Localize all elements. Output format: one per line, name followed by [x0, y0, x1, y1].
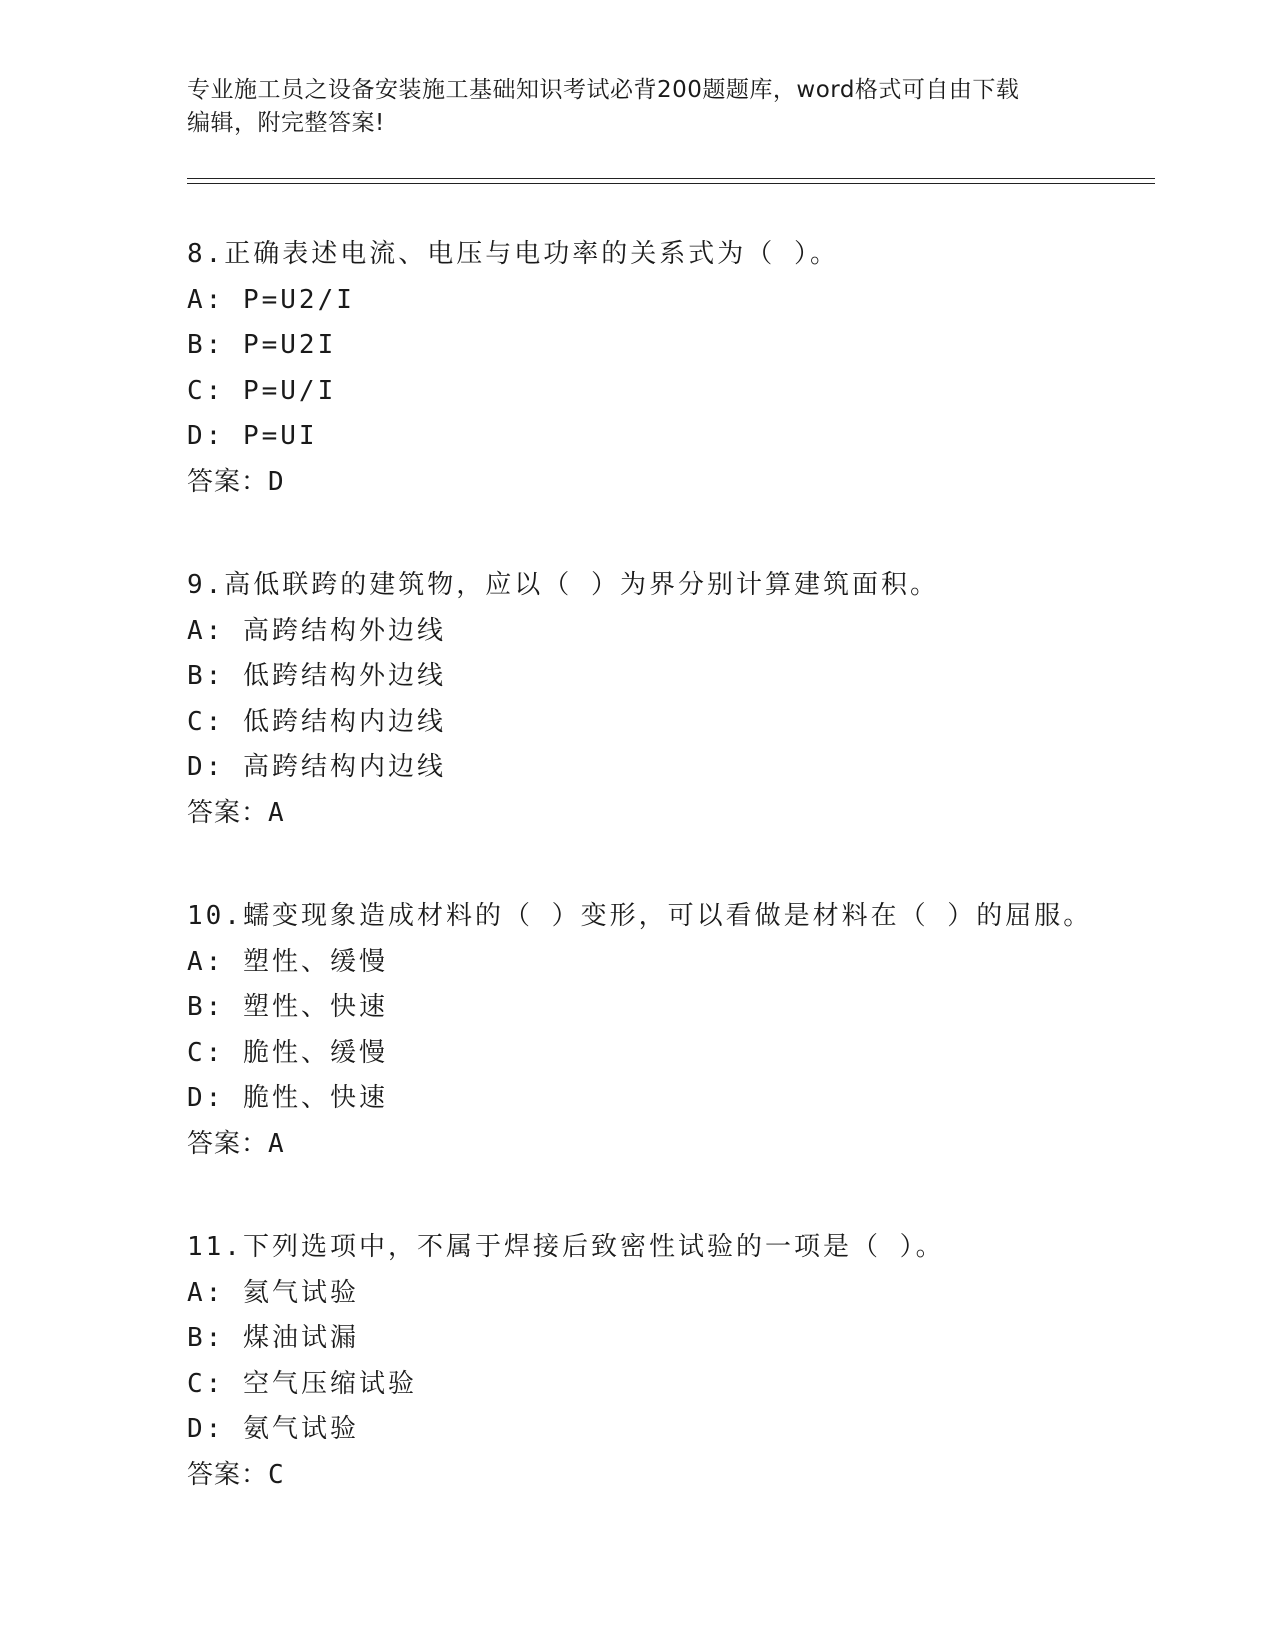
- option-letter: B:: [187, 992, 225, 1022]
- option-letter: C:: [187, 1368, 225, 1399]
- option-text: P=U/I: [242, 375, 337, 406]
- option-b: [187, 985, 1147, 1031]
- option-d: [187, 1407, 1147, 1453]
- option-c: [187, 1031, 1147, 1077]
- option-b: [187, 1316, 1147, 1362]
- header-divider-bottom: [187, 183, 1155, 184]
- answer-line: [187, 791, 1147, 837]
- option-letter: C:: [187, 706, 225, 737]
- question-10: [187, 894, 1147, 1167]
- question-list: [187, 232, 1147, 1556]
- option-text: 高跨结构外边线: [242, 615, 446, 646]
- answer-value: D: [268, 466, 285, 497]
- option-c: [187, 369, 1147, 415]
- answer-line: [187, 1453, 1147, 1499]
- option-letter: A:: [187, 1277, 225, 1308]
- option-text: 煤油试漏: [242, 1323, 359, 1353]
- option-text: 空气压缩试验: [242, 1368, 417, 1399]
- option-a: [187, 940, 1147, 986]
- option-b: [187, 323, 1147, 369]
- option-letter: B:: [187, 661, 225, 691]
- option-c: [187, 1362, 1147, 1408]
- option-text: 脆性、缓慢: [242, 1037, 388, 1068]
- option-text: 高跨结构内边线: [242, 752, 446, 782]
- option-a: [187, 1271, 1147, 1317]
- option-letter: A:: [187, 284, 225, 315]
- option-text: P=U2/I: [242, 284, 355, 315]
- question-11: [187, 1225, 1147, 1498]
- question-8: [187, 232, 1147, 505]
- question-title: 8.正确表述电流、电压与电功率的关系式为（ ）。: [187, 239, 839, 269]
- document-header: [187, 74, 1087, 140]
- option-text: P=UI: [242, 421, 318, 451]
- question-title: 11.下列选项中，不属于焊接后致密性试验的一项是（ ）。: [187, 1232, 945, 1262]
- option-d: [187, 1076, 1147, 1122]
- answer-label: 答案：: [187, 797, 269, 828]
- answer-label: 答案：: [187, 1459, 269, 1490]
- answer-label: 答案：: [187, 466, 269, 497]
- option-a: [187, 278, 1147, 324]
- answer-line: [187, 460, 1147, 506]
- option-a: [187, 609, 1147, 655]
- option-letter: D:: [187, 421, 225, 451]
- option-text: 塑性、快速: [242, 992, 388, 1022]
- question-title: 10.蠕变现象造成材料的（ ）变形，可以看做是材料在（ ）的屈服。: [187, 901, 1093, 931]
- answer-value: A: [268, 1128, 285, 1159]
- answer-line: [187, 1122, 1147, 1168]
- option-c: [187, 700, 1147, 746]
- option-text: 氨气试验: [242, 1414, 359, 1444]
- question-9: [187, 563, 1147, 836]
- option-text: 塑性、缓慢: [242, 946, 388, 977]
- option-letter: D:: [187, 1414, 225, 1444]
- option-letter: A:: [187, 946, 225, 977]
- option-letter: B:: [187, 330, 225, 360]
- header-divider-top: [187, 178, 1155, 179]
- option-letter: D:: [187, 1083, 225, 1113]
- answer-label: 答案：: [187, 1128, 269, 1159]
- option-letter: A:: [187, 615, 225, 646]
- option-text: 脆性、快速: [242, 1083, 388, 1113]
- option-text: 低跨结构外边线: [242, 661, 446, 691]
- header-line-2: 编辑，附完整答案!: [187, 110, 385, 136]
- option-letter: C:: [187, 1037, 225, 1068]
- header-line-1: 专业施工员之设备安装施工基础知识考试必背200题题库，word格式可自由下载: [187, 77, 1020, 103]
- option-d: [187, 745, 1147, 791]
- option-letter: B:: [187, 1323, 225, 1353]
- option-text: 氦气试验: [242, 1277, 359, 1308]
- option-b: [187, 654, 1147, 700]
- option-d: [187, 414, 1147, 460]
- option-text: 低跨结构内边线: [242, 706, 446, 737]
- option-text: P=U2I: [242, 330, 337, 360]
- answer-value: C: [268, 1459, 285, 1490]
- option-letter: D:: [187, 752, 225, 782]
- answer-value: A: [268, 797, 285, 828]
- option-letter: C:: [187, 375, 225, 406]
- question-title: 9.高低联跨的建筑物，应以（ ）为界分别计算建筑面积。: [187, 570, 939, 600]
